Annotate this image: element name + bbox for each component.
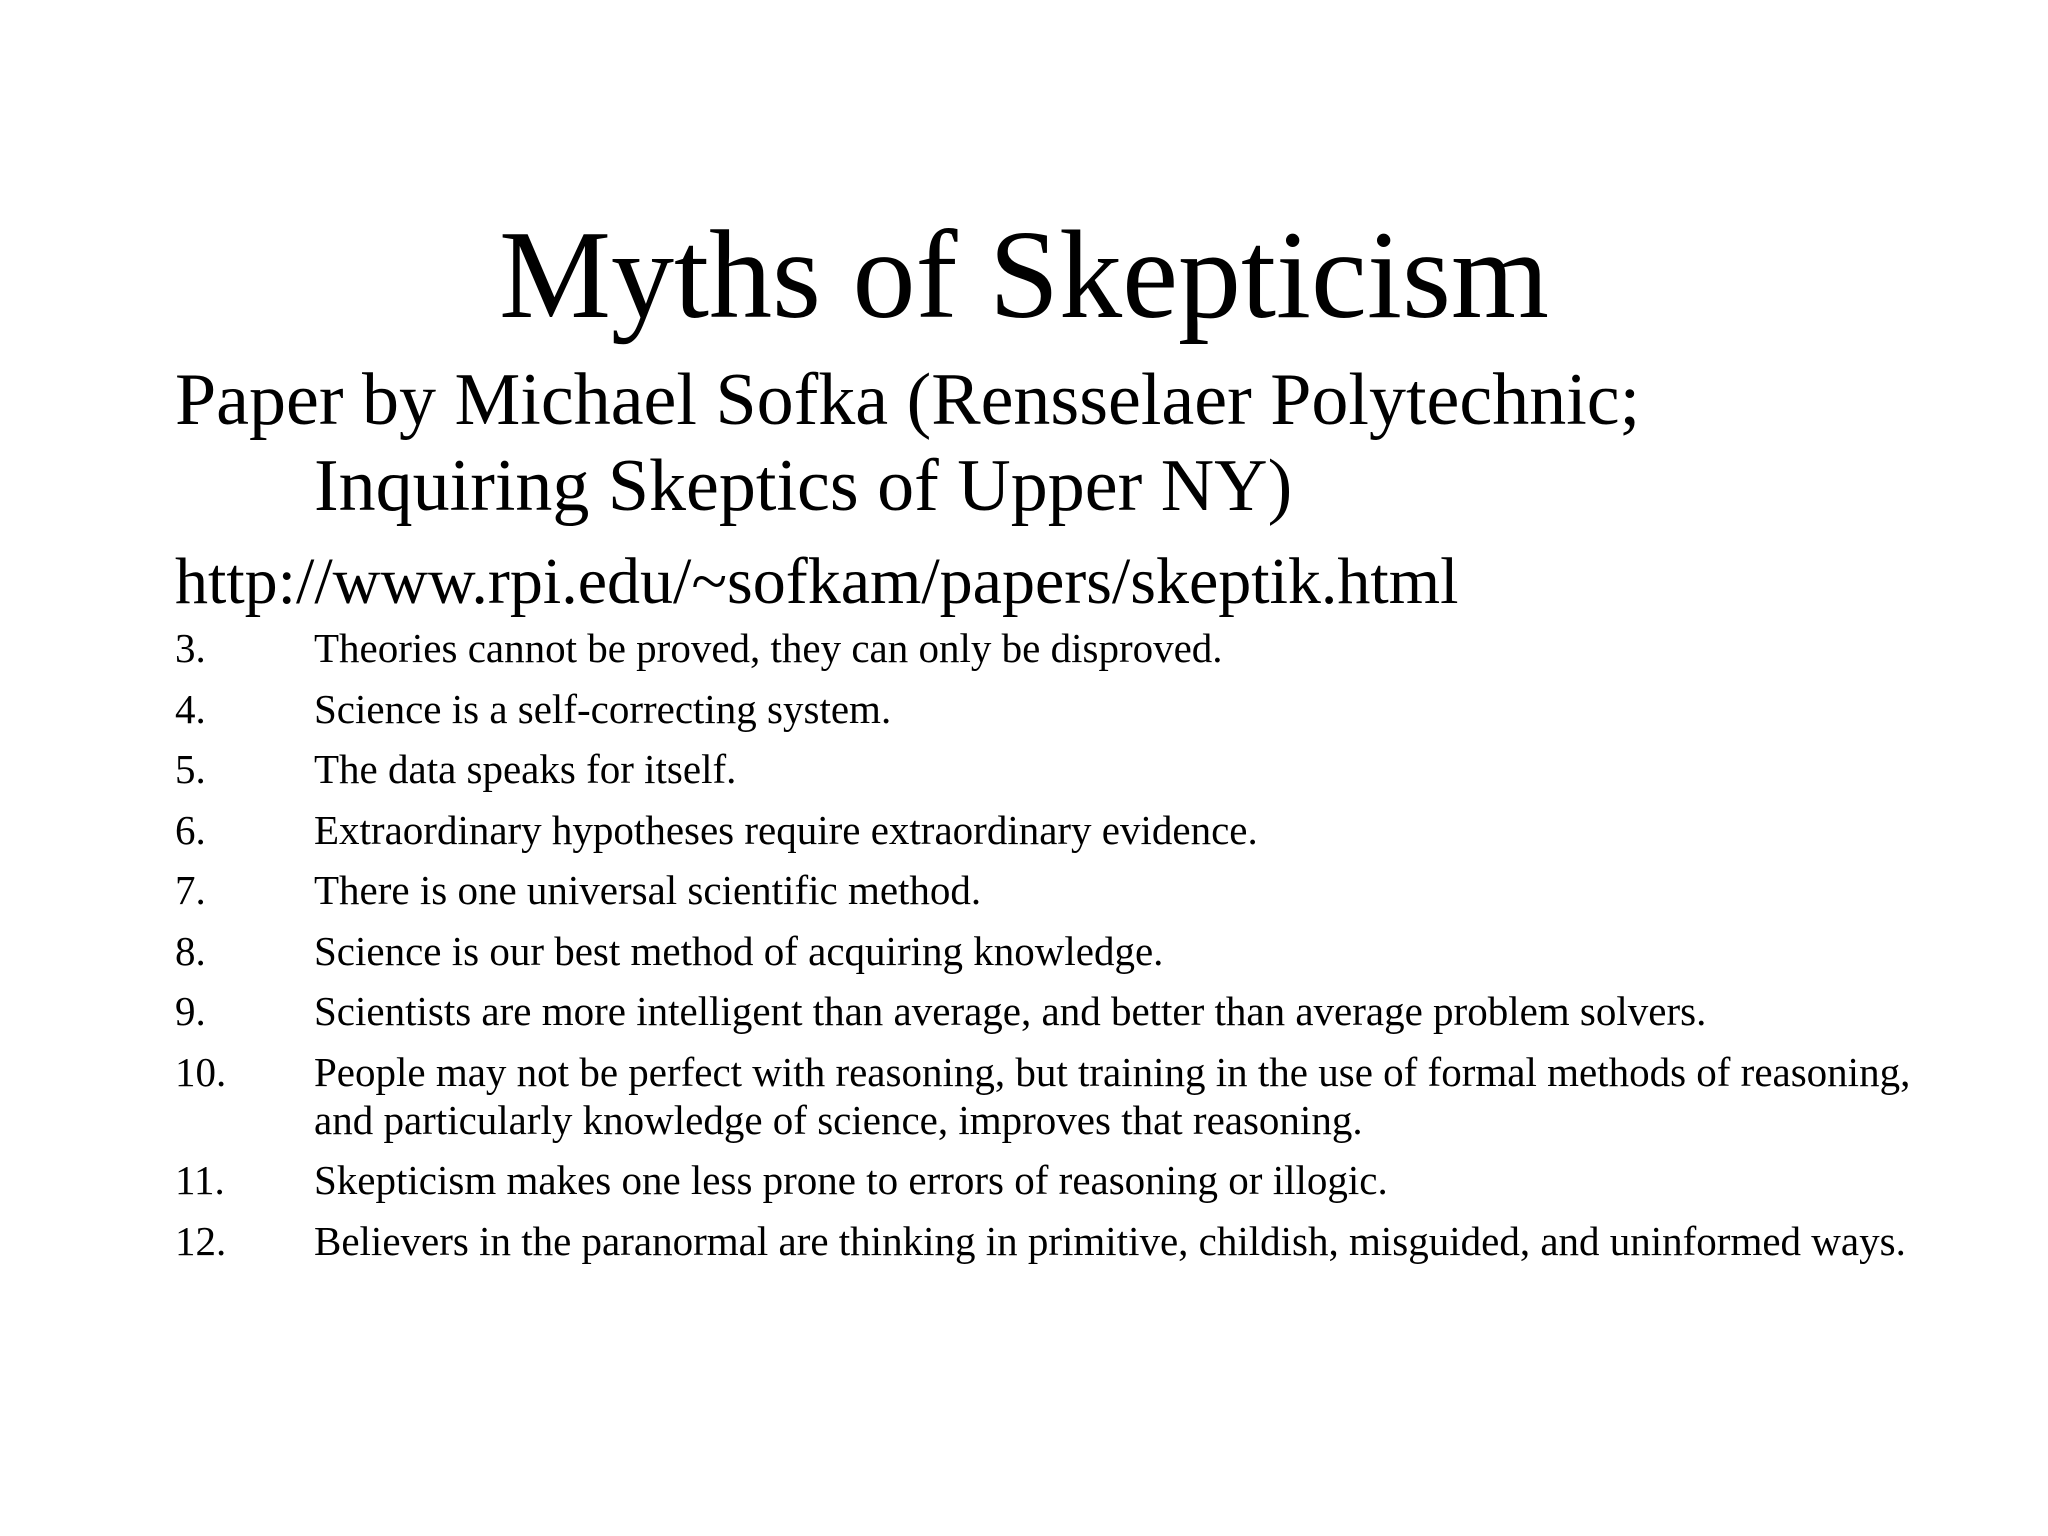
myth-number: 10. [175,1048,227,1095]
paper-url: http://www.rpi.edu/~sofkam/papers/skeptik.html [175,545,1459,618]
myth-item [175,1048,1935,1144]
myth-item [175,806,1935,854]
myth-item [175,745,1935,793]
myth-text: Believers in the paranormal are thinking in primitive, childish, misguided, and uninformed ways. [314,1217,1906,1264]
myth-number: 6. [175,806,206,853]
myth-item [175,1217,1935,1265]
myth-item [175,1156,1935,1204]
myth-text: Science is a self-correcting system. [314,685,892,732]
myth-text: Extraordinary hypotheses require extraordinary evidence. [314,806,1258,853]
myth-text: The data speaks for itself. [314,746,737,792]
paper-attribution-line-1: Paper by Michael Sofka (Rensselaer Polytechnic; [175,359,1641,441]
slide-title: Myths of Skepticism [498,206,1550,345]
paper-attribution-line-2: Inquiring Skeptics of Upper NY) [314,445,1293,527]
myth-number: 5. [175,746,206,792]
myth-number: 8. [175,927,206,974]
myth-text: Skepticism makes one less prone to errors of reasoning or illogic. [314,1157,1388,1203]
myth-text: Scientists are more intelligent than average, and better than average problem solvers. [314,988,1707,1034]
myths-list [175,624,1935,1277]
myth-item [175,624,1935,672]
myth-item [175,685,1935,733]
myth-text: People may not be perfect with reasoning, but training in the use of formal methods of reasoning, and particularly knowledge of science, improves that reasoning. [314,1048,1911,1143]
myth-number: 11. [175,1157,225,1203]
myth-text: There is one universal scientific method. [314,867,982,913]
myth-number: 9. [175,988,206,1034]
myth-text: Science is our best method of acquiring knowledge. [314,927,1164,974]
myth-number: 3. [175,625,206,671]
myth-item [175,987,1935,1035]
myth-item [175,927,1935,975]
myth-number: 7. [175,867,206,913]
myth-number: 12. [175,1217,227,1264]
myth-item [175,866,1935,914]
myth-number: 4. [175,685,206,732]
myth-text: Theories cannot be proved, they can only be disproved. [314,625,1223,671]
